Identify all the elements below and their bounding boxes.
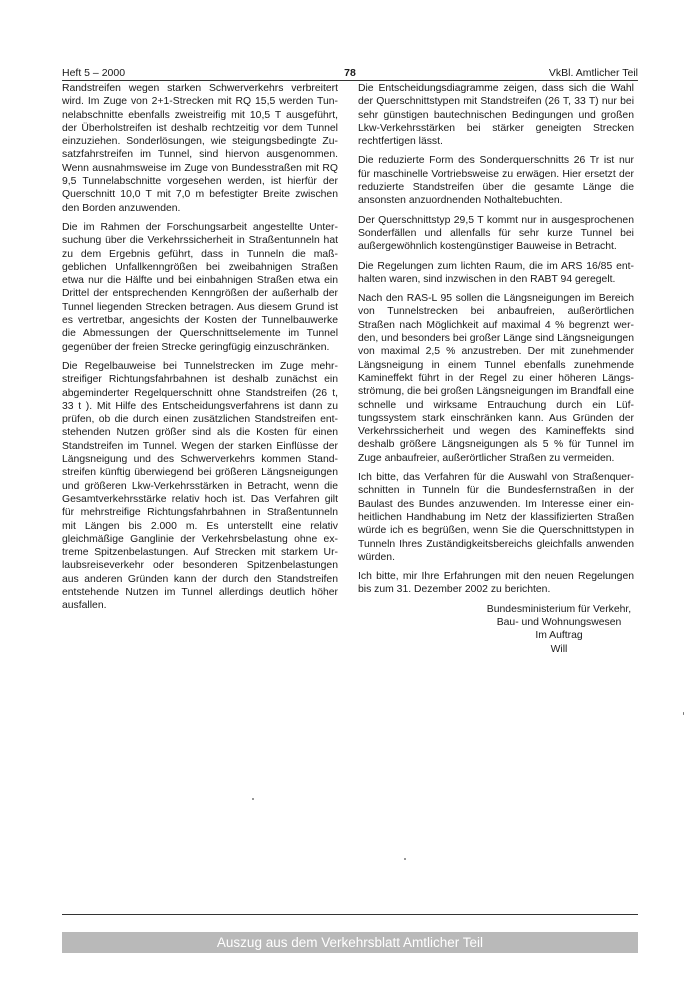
signature-ministry: Bundesministerium für Verkehr, [486,603,632,615]
paragraph: Die im Rahmen der Forschungsarbeit angestellte Untersuchung über die Verkehrssicherheit in Straßentunneln hat zu dem Ergebnis geführt, dass in Tunneln die maßgeblichen Unfallkenngrößen bei zweibahnigen Straßen etwa nur die Hälfte und bei einbahnigen Straßen etwa ein Drittel der entsprechenden Kenngrößen der außerhalb der Tunnel liegenden Strecken betragen. Aus diesem Grund ist es vertretbar, angesichts der Kosten der Tunnelbauwerke die Abmessungen der Querschnittselemente im Tunnel gegenüber der freien Strecke geringfügig einzuschränken. [62,221,338,353]
scan-speck [252,798,254,800]
paragraph: Nach den RAS-L 95 sollen die Längsneigungen im Bereich von Tunnelstrecken bei anbaufreien, außerörtlichen Straßen nach Möglichkeit auf maximal 4 % begrenzt werden, und besonders bei großer Länge sind Längsneigungen von maximal 2,5 % anzustreben. Der mit zunehmender Längsneigung in einem Tunnel ebenfalls zunehmende Kamineffekt führt in der Regel zu einer höheren Längsströmung, die bei großen Längsneigungen im Brandfall eine schnelle und wirksame Entrauchung durch ein Lüftungssystem stark einschränken kann. Aus Gründen der Verkehrssicherheit und wegen des Kamineffekts sind deshalb größere Längsneigungen als 5 % für Tunnel im Zuge anbaufreier, außerörtlicher Straßen zu vermeiden. [358,293,634,464]
paragraph: Randstreifen wegen starken Schwerverkehrs verbreitert wird. Im Zuge von 2+1-Strecken mit RQ 15,5 werden Tunnelabschnitte ebenfalls zweistreifig mit 10,5 T ausgeführt, der Überholstreifen ist deshalb rechtzeitig vor dem Tunnel einzuziehen. Sonderlösungen, wie steigungsbedingte Zusatzfahrstreifen im Tunnel, sind hiervon ausgenommen. Wenn ausnahmsweise im Zuge von Bundesstraßen mit RQ 9,5 Tunnelabschnitte vorgesehen werden, ist hierfür der Querschnitt 10,0 T mit 7,0 m befestigter Breite zwischen den Borden anzuwenden. [62,83,338,214]
signature-on-behalf: Im Auftrag [535,630,583,642]
header-divider [62,80,638,81]
page-number: 78 [344,67,356,79]
issue-label: Heft 5 – 2000 [62,67,126,79]
signature-department: Bau- und Wohnungswesen [496,616,622,628]
paragraph: Ich bitte, das Verfahren für die Auswahl von Straßenquerschnitten in Tunneln für die Bundesfernstraßen in der Baulast des Bundes anzuwenden. Im Interesse einer einheitlichen Handhabung im Netz der klassifizierten Straßen würde ich es begrüßen, wenn Sie die Querschnittstypen in Tunneln Ihres Zuständigkeitsbereichs gleichfalls anwenden würden. [358,472,634,563]
signature-name: Will [550,643,568,655]
scan-speck [404,858,406,860]
left-text-column [62,82,338,619]
publication-label: VkBl. Amtlicher Teil [548,67,638,79]
footer-divider [62,914,638,915]
paragraph: Die reduzierte Form des Sonderquerschnitts 26 Tr ist nur für maschinelle Vortriebsweise zu erwägen. Hier ersetzt der reduzierte Standstreifen über die gesamte Länge die ansonsten anzuordnenden Nothaltebuchten. [358,155,634,207]
paragraph: Der Querschnittstyp 29,5 T kommt nur in ausgesprochenen Sonderfällen und allenfalls für sehr kurze Tunnel bei außergewöhnlich kostengünstiger Bauweise in Betracht. [358,214,634,253]
paragraph: Die Regelungen zum lichten Raum, die im ARS 16/85 enthalten waren, sind inzwischen in den RABT 94 geregelt. [358,260,634,285]
footer-banner: Auszug aus dem Verkehrsblatt Amtlicher Teil [62,932,638,953]
paragraph: Die Entscheidungsdiagramme zeigen, dass sich die Wahl der Querschnittstypen mit Standstreifen (26 T, 33 T) nur bei sehr günstigen bautechnischen Bedingungen und großen Lkw-Verkehrsstärken bei stärker geneigten Strecken rechtfertigen lässt. [358,83,634,148]
paragraph: Ich bitte, mir Ihre Erfahrungen mit den neuen Regelungen bis zum 31. Dezember 2002 zu berichten. [358,571,634,596]
signature-block [358,603,634,656]
scan-speck [683,712,684,715]
right-text-column [358,82,634,656]
paragraph: Die Regelbauweise bei Tunnelstrecken im Zuge mehrstreifiger Richtungsfahrbahnen ist deshalb zunächst ein abgeminderter Regelquerschnitt ohne Standstreifen (26 t, 33 t ). Mit Hilfe des Entscheidungsverfahrens ist dann zu prüfen, ob die durch einen zusätzlichen Standstreifen entstehenden Nutzen größer sind als die Kosten für einen Standstreifen im Tunnel. Wegen der starken Einflüsse der Längsneigung und des Schwerverkehrs kommen Standstreifen künftig überwiegend bei größeren Längsneigungen und größeren Lkw-Verkehrsstärken in Betracht, wenn die Gesamtverkehrsstärke relativ hoch ist. Das Verfahren gilt für mehrstreifige Richtungsfahrbahnen in Straßentunneln mit Längen bis 2.000 m. Es unterstellt eine relativ gleichmäßige Ganglinie der Verkehrsbelastung ohne extreme Spitzenbelastungen. Auf Strecken mit starkem Urlaubsreiseverkehr oder besonderen Spitzenbelastungen aus anderen Gründen kann der durch den Standstreifen entstehende Nutzen im Tunnel allerdings deutlich höher ausfallen. [62,360,338,612]
